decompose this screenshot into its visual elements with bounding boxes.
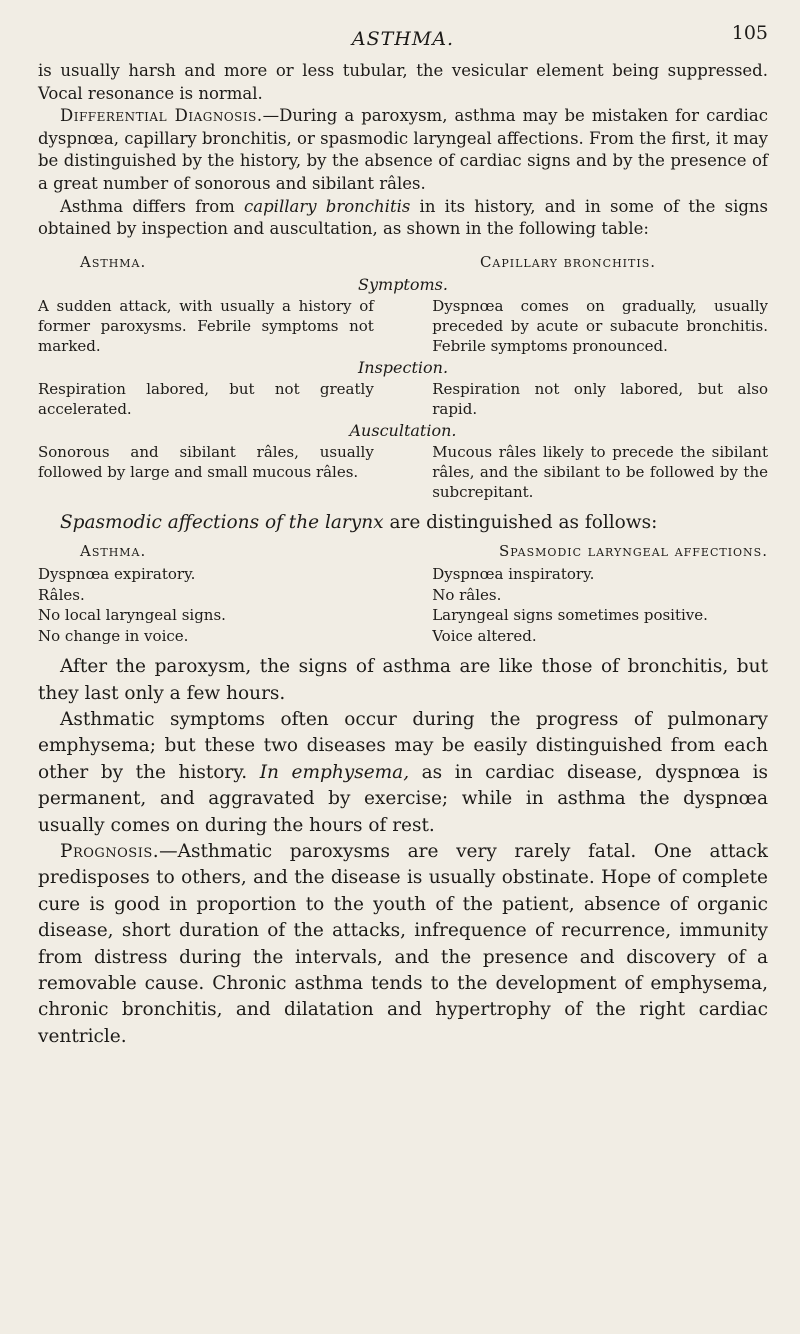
differential-diagnosis-paragraph (38, 105, 768, 195)
cap-text-emphasis: capillary bronchitis (244, 196, 411, 216)
table1-row (38, 296, 768, 356)
table2-left-heading: Asthma. (80, 542, 147, 561)
running-head (38, 22, 768, 60)
prognosis-paragraph (38, 839, 768, 1050)
spasmodic-lead (38, 510, 768, 536)
table1-right-cell: Respiration not only labored, but also rapid. (432, 379, 768, 418)
emphysema-text-emphasis: In emphysema, (259, 761, 410, 783)
table1-right-heading: Capillary bronchitis. (479, 252, 656, 271)
prognosis-heading: Prognosis. (60, 841, 160, 862)
table1-right-cell: Dyspnœa comes on gradually, usually preceded by acute or subacute bronchitis. Febrile symptoms pronounced. (432, 296, 768, 355)
table1-left-cell: Respiration labored, but not greatly accelerated. (38, 379, 374, 418)
book-page (38, 22, 768, 1050)
table1-row (38, 442, 768, 502)
table1-section-title: Symptoms. (358, 274, 448, 294)
cap-text-post: in its history, and in some of the signs obtained by inspection and auscultation, as shown in the following table: (38, 196, 768, 239)
table2-header (38, 542, 768, 560)
list-item: Dyspnœa inspiratory. (432, 565, 595, 584)
capillary-bronchitis-paragraph (38, 196, 768, 241)
cap-text-pre: Asthma differs from (60, 196, 245, 216)
spasmodic-lead-rest: are distinguished as follows: (383, 511, 658, 533)
list-item: No change in voice. (38, 626, 189, 645)
table1-left-cell: Sonorous and sibilant râles, usually followed by large and small mucous râles. (38, 442, 374, 481)
table1-header (38, 253, 768, 271)
list-item: Laryngeal signs sometimes positive. (432, 606, 708, 625)
intro-paragraph: is usually harsh and more or less tubular, the vesicular element being suppressed. Vocal resonance is normal. (38, 61, 768, 103)
table1-section-title: Inspection. (357, 357, 449, 377)
table2-right-heading: Spasmodic laryngeal affections. (499, 542, 768, 561)
table1-left-heading: Asthma. (80, 252, 147, 271)
list-item: No local laryngeal signs. (38, 606, 226, 625)
list-item: Voice altered. (432, 626, 537, 645)
list-item: Râles. (38, 585, 85, 604)
running-title: ASTHMA. (351, 28, 455, 50)
emphysema-paragraph (38, 707, 768, 839)
table1-section-title: Auscultation. (349, 420, 457, 440)
differential-diagnosis-heading: Differential Diagnosis. (60, 106, 263, 126)
table1-row (38, 379, 768, 419)
table1-right-cell: Mucous râles likely to precede the sibilant râles, and the sibilant to be followed by the subcrepitant. (432, 442, 768, 501)
list-item: Dyspnœa expiratory. (38, 565, 196, 584)
table2-left-column (38, 564, 374, 646)
table2-body (38, 564, 768, 646)
prognosis-text: —Asthmatic paroxysms are very rarely fatal. One attack predisposes to others, and the disease is usually obstinate. Hope of complete cure is good in proportion to the youth of the patient, absence of organic disease, short duration of the attacks, infrequence of recurrence, immunity from distress during the intervals, and the presence and discovery of a removable cause. Chronic asthma tends to the development of emphysema, chronic bronchitis, and dilatation and hypertrophy of the right cardiac ventricle. (38, 841, 768, 1047)
page-number: 105 (731, 22, 768, 44)
emphysema-text-a: Asthmatic symptoms often occur during the progress of pulmonary emphysema; but these two diseases may be easily distinguished from each other by the history. (38, 708, 768, 783)
list-item: No râles. (432, 585, 502, 604)
emphysema-text-b: as in cardiac disease, dyspnœa is permanent, and aggravated by exercise; while in asthma the dyspnœa usually comes on during the hours of rest. (38, 761, 768, 836)
differential-diagnosis-text: —During a paroxysm, asthma may be mistaken for cardiac dyspnœa, capillary bronchitis, or spasmodic laryngeal affections. From the first, it may be distinguished by the history, by the absence of cardiac signs and by the presence of a great number of sonorous and sibilant râles. (38, 106, 768, 193)
table2-right-column (428, 564, 768, 646)
table1-left-cell: A sudden attack, with usually a history of former paroxysms. Febrile symptoms not marked. (38, 296, 374, 355)
spasmodic-lead-emphasis: Spasmodic affections of the larynx (60, 511, 384, 533)
after-paroxysm-paragraph: After the paroxysm, the signs of asthma are like those of bronchitis, but they last only a few hours. (38, 656, 768, 704)
